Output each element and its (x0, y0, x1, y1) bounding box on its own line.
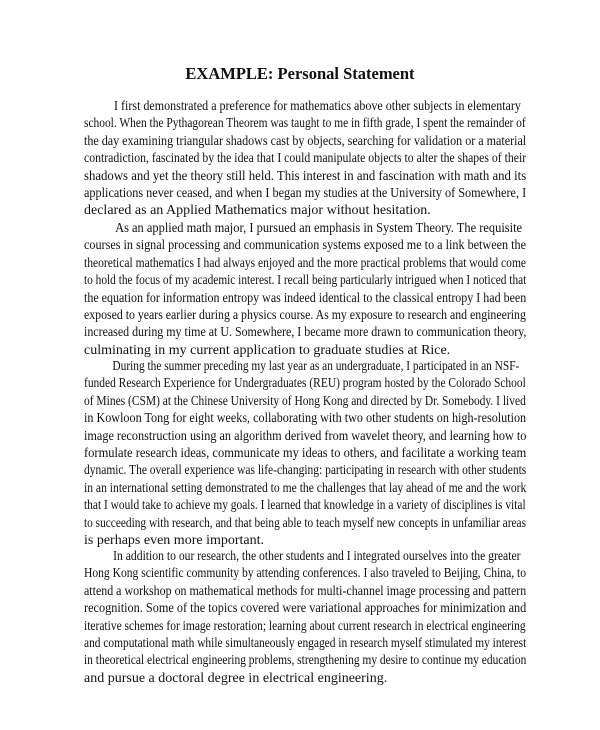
text-line: of Mines (CSM) at the Chinese University of Hong Kong and directed by Dr. Somebody. I lived (84, 393, 526, 409)
paragraph-4 (84, 548, 526, 687)
text-line: Hong Kong scientific community by attending conferences. I also traveled to Beijing, China, to (84, 566, 527, 582)
text-line: is perhaps even more important. (84, 533, 265, 549)
text-line: the equation for information entropy was indeed identical to the classical entropy I had been (84, 290, 527, 306)
text-line: theoretical mathematics I had always enjoyed and the more practical problems that would come (84, 255, 527, 271)
text-line: the day examining triangular shadows cast by objects, searching for validation or a material (84, 133, 527, 149)
text-line: in Kowloon Tong for eight weeks, collaborating with two other students on high-resolution (84, 411, 527, 427)
text-line: culminating in my current application to graduate studies at Rice. (84, 342, 451, 358)
text-line: in theoretical electrical engineering problems, strengthening my desire to continue my education (84, 653, 527, 669)
text-line: I first demonstrated a preference for mathematics above other subjects in elementary (114, 99, 521, 114)
text-line: image reconstruction using an algorithm derived from wavelet theory, and learning how to (84, 428, 527, 444)
text-line: that I would take to achieve my goals. I learned that knowledge in a variety of disciplines is vital (84, 498, 526, 514)
text-line: exposed to years earlier during a physics course. As my exposure to research and engineering (84, 308, 526, 324)
text-line: attend a workshop on mathematical methods for multi-channel image processing and pattern (84, 583, 527, 599)
text-line: in an international setting demonstrated to me the challenges that lay ahead of me and the work (84, 480, 527, 496)
text-line: dynamic. The overall experience was life-changing: participating in research with other students (84, 463, 527, 479)
text-line: As an applied math major, I pursued an emphasis in System Theory. The requisite (115, 221, 523, 236)
document-title: EXAMPLE: Personal Statement (185, 64, 415, 83)
text-line: contradiction, fascinated by the idea that I could manipulate objects to alter the shapes of their (84, 151, 527, 167)
text-line: funded Research Experience for Undergraduates (REU) program hosted by the Colorado School (84, 376, 526, 392)
text-line: recognition. Some of the topics covered were variational approaches for minimization and (84, 601, 527, 617)
paragraph-2 (84, 220, 526, 359)
text-line: applications never ceased, and when I began my studies at the University of Somewhere, I (84, 186, 527, 202)
text-line: and pursue a doctoral degree in electrical engineering. (84, 670, 388, 686)
paragraph-3 (84, 358, 526, 549)
text-line: and computational math while simultaneously engaged in research myself stimulated my interest (84, 636, 527, 652)
text-line: to hold the focus of my academic interest. I recall being particularly intrigued when I noticed that (84, 273, 527, 289)
text-line: iterative schemes for image restoration; learning about current research in electrical engineering (84, 618, 526, 634)
text-line: increased during my time at U. Somewhere, I became more drawn to communication theory, (84, 325, 527, 341)
text-line: to succeeding with research, and that being able to teach myself new concepts in unfamiliar areas (84, 515, 527, 531)
text-line: courses in signal processing and communication systems exposed me to a link between the (84, 238, 526, 254)
text-line: In addition to our research, the other students and I integrated ourselves into the greater (113, 549, 521, 564)
text-line: During the summer preceding my last year as an undergraduate, I participated in an NSF- (112, 359, 520, 374)
text-line: formulate research ideas, communicate my ideas to others, and facilitate a working team (84, 446, 527, 462)
text-line: declared as an Applied Mathematics major without hesitation. (84, 203, 431, 219)
text-line: shadows and yet the theory still held. This interest in and fascination with math and its (84, 168, 527, 184)
paragraph-1 (84, 98, 526, 220)
text-line: school. When the Pythagorean Theorem was taught to me in fifth grade, I spent the remainder of (84, 116, 526, 132)
